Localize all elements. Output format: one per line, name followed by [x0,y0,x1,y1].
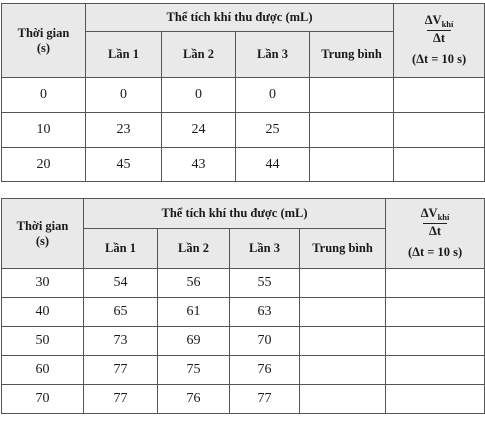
volume-cell: 0 [162,78,236,113]
volume-cell: 56 [158,269,230,298]
average-cell [300,327,386,356]
table-row [2,385,485,414]
rate-subscript: khí [437,211,450,222]
volume-cell: 24 [162,113,236,148]
time-unit: (s) [35,233,50,248]
trial-header: Lần 1 [84,229,158,269]
time-header-cell [2,199,84,269]
table-row [2,148,485,182]
time-cell: 50 [2,327,84,356]
gas-volume-table-2 [1,198,485,414]
volume-cell: 55 [230,269,300,298]
table-row [2,327,485,356]
average-cell [300,269,386,298]
gas-volume-table-1 [1,3,485,182]
table-row [2,269,485,298]
rate-denominator: Δt [433,31,446,46]
volume-cell: 61 [158,298,230,327]
trial-header: Lần 2 [162,32,236,78]
rate-fraction [423,14,456,46]
average-header: Trung bình [300,229,386,269]
volume-cell: 70 [230,327,300,356]
time-header-cell [2,4,86,78]
rate-subscript: khí [441,18,454,29]
volume-cell: 54 [84,269,158,298]
volume-cell: 45 [86,148,162,182]
table-row [2,356,485,385]
time-header: Thời gian [17,25,70,40]
time-cell: 0 [2,78,86,113]
volume-cell: 77 [230,385,300,414]
rate-denominator: Δt [429,224,442,239]
time-cell: 20 [2,148,86,182]
time-cell: 70 [2,385,84,414]
time-cell: 30 [2,269,84,298]
rate-fraction [419,207,452,239]
time-cell: 10 [2,113,86,148]
time-header: Thời gian [16,218,69,233]
volume-cell: 76 [158,385,230,414]
rate-cell [386,327,485,356]
trial-header: Lần 3 [236,32,310,78]
rate-cell [386,385,485,414]
volume-cell: 0 [236,78,310,113]
volume-cell: 25 [236,113,310,148]
volume-header: Thể tích khí thu được (mL) [86,4,394,32]
average-cell [300,356,386,385]
volume-cell: 43 [162,148,236,182]
volume-cell: 65 [84,298,158,327]
volume-cell: 77 [84,356,158,385]
time-cell: 60 [2,356,84,385]
time-unit: (s) [36,40,51,55]
average-cell [310,113,394,148]
average-cell [300,298,386,327]
rate-cell [394,78,485,113]
rate-cell [386,269,485,298]
rate-cell [386,356,485,385]
rate-numerator: ΔV [420,205,438,220]
table-row [2,113,485,148]
rate-cell [386,298,485,327]
volume-cell: 44 [236,148,310,182]
trial-header: Lần 1 [86,32,162,78]
rate-header-cell [394,4,485,78]
rate-note: (Δt = 10 s) [411,52,467,67]
volume-cell: 0 [86,78,162,113]
average-cell [300,385,386,414]
trial-header: Lần 3 [230,229,300,269]
volume-header: Thể tích khí thu được (mL) [84,199,386,229]
volume-cell: 73 [84,327,158,356]
average-header: Trung bình [310,32,394,78]
volume-cell: 77 [84,385,158,414]
volume-cell: 23 [86,113,162,148]
average-cell [310,148,394,182]
rate-header-cell [386,199,485,269]
rate-cell [394,113,485,148]
volume-cell: 75 [158,356,230,385]
table-row [2,298,485,327]
rate-numerator: ΔV [424,12,442,27]
volume-cell: 76 [230,356,300,385]
average-cell [310,78,394,113]
table-row [2,78,485,113]
rate-cell [394,148,485,182]
rate-note: (Δt = 10 s) [407,245,463,260]
volume-cell: 63 [230,298,300,327]
time-cell: 40 [2,298,84,327]
volume-cell: 69 [158,327,230,356]
trial-header: Lần 2 [158,229,230,269]
